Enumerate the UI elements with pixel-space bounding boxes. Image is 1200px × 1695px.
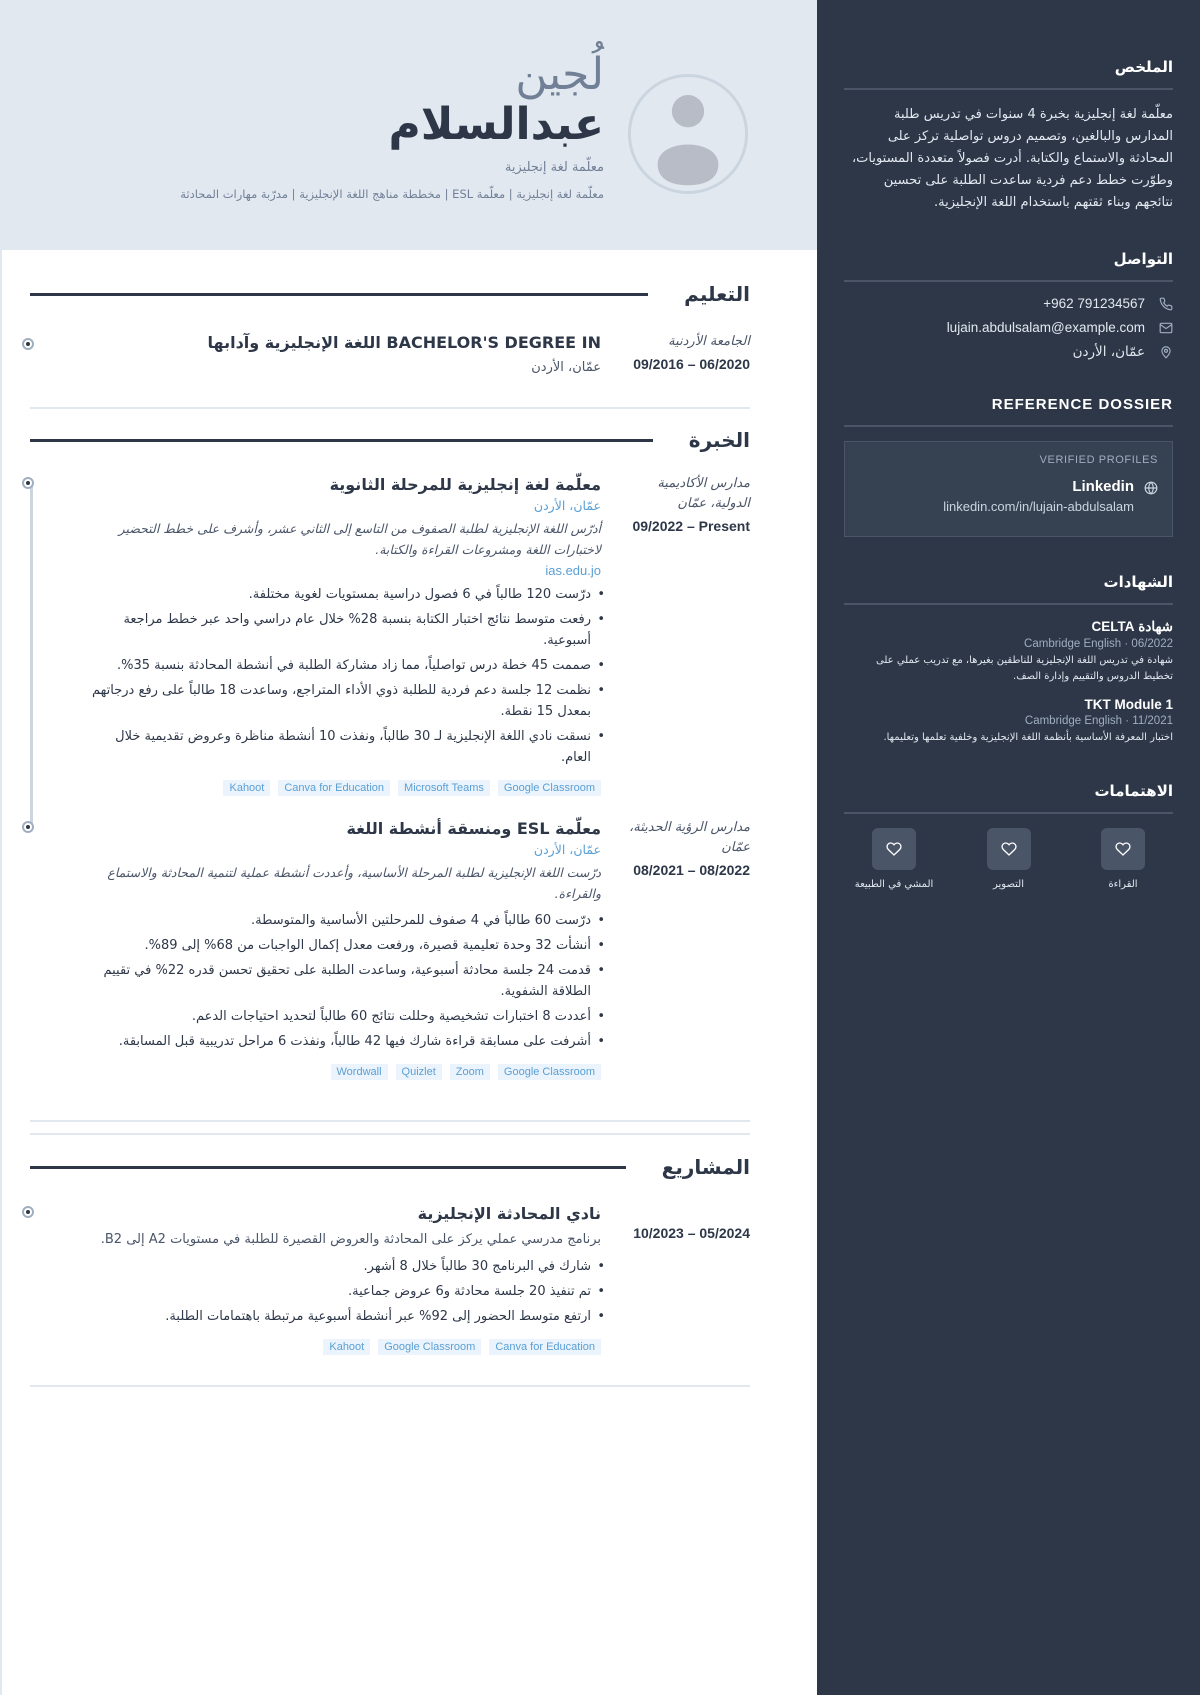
- entry-date-col: [615, 332, 750, 375]
- skill-tag: Google Classroom: [498, 1064, 601, 1080]
- map-pin-icon: [1159, 345, 1173, 359]
- entry-org: الجامعة الأردنية: [668, 334, 750, 349]
- skill-tag: Kahoot: [223, 780, 270, 796]
- experience-entry: [30, 818, 750, 1080]
- bullet-item: • نسقت نادي اللغة الإنجليزية لـ 30 طالباً، ونفذت 10 أنشطة مناظرة وعروض تقديمية خلال العام.: [90, 726, 601, 768]
- skill-tag: Microsoft Teams: [398, 780, 490, 796]
- dossier-label: VERIFIED PROFILES: [1039, 454, 1158, 466]
- certificates-section: [844, 573, 1173, 746]
- specialties: معلّمة لغة إنجليزية | معلّمة ESL | مخططة مناهج اللغة الإنجليزية | مدرّبة مهارات المحادثة: [180, 187, 604, 201]
- certificate-item: [844, 697, 1173, 746]
- heart-icon: [872, 828, 916, 870]
- bullet-item: • تم تنفيذ 20 جلسة محادثة و6 عروض جماعية.: [90, 1281, 601, 1302]
- education-entry: [30, 332, 750, 375]
- experience-heading: الخبرة: [688, 428, 750, 452]
- contact-location: [844, 344, 1173, 360]
- first-name: لُجين: [515, 49, 604, 100]
- summary-section: [844, 58, 1173, 214]
- skill-tag: Google Classroom: [378, 1339, 481, 1355]
- certificates-heading: الشهادات: [844, 573, 1173, 605]
- dossier-url[interactable]: linkedin.com/in/lujain-abdulsalam: [943, 499, 1134, 514]
- avatar: [628, 74, 748, 194]
- entry-body: [90, 1203, 615, 1355]
- entry-dates: 09/2022 – Present: [632, 518, 750, 534]
- bullet-item: • أعددت 8 اختبارات تشخيصية وحللت نتائج 60 طالباً لتحديد احتياجات الدعم.: [90, 1006, 601, 1027]
- job-title: معلّمة لغة إنجليزية: [504, 160, 604, 175]
- interest-label: المشي في الطبيعة: [854, 879, 934, 890]
- entry-title: BACHELOR'S DEGREE IN اللغة الإنجليزية وآدابها: [207, 333, 601, 352]
- entry-date-col: [615, 1203, 750, 1355]
- entry-tags: [90, 1339, 601, 1355]
- interests-list: [844, 828, 1173, 890]
- entry-link[interactable]: ias.edu.jo: [545, 563, 601, 578]
- linkedin-profile[interactable]: [859, 478, 1158, 514]
- entry-bullets: [90, 1256, 601, 1327]
- timeline-dot: [22, 1206, 34, 1218]
- bullet-item: • ارتفع متوسط الحضور إلى 92% عبر أنشطة أسبوعية مرتبطة باهتمامات الطلبة.: [90, 1306, 601, 1327]
- entry-body: [90, 332, 615, 375]
- certificate-meta: Cambridge English · 06/2022: [1024, 638, 1173, 650]
- entry-dates: 08/2021 – 08/2022: [633, 862, 750, 878]
- dossier-name: Linkedin: [1072, 478, 1134, 495]
- certificate-desc: شهادة في تدريس اللغة الإنجليزية للناطقين بغيرها، مع تدريب عملي على تخطيط الدروس والتقييم وإدارة الصف.: [876, 655, 1173, 682]
- entry-tags: [90, 780, 601, 796]
- entry-description: درّست اللغة الإنجليزية لطلبة المرحلة الأساسية، وأعددت أنشطة عملية لتنمية المحادثة والاستماع والقراءة.: [107, 865, 601, 901]
- section-rule: [30, 439, 653, 442]
- section-rule: [30, 293, 648, 296]
- section-divider: [30, 1120, 750, 1122]
- location-text: عمّان، الأردن: [1072, 344, 1145, 360]
- entry-description: برنامج مدرسي عملي يركز على المحادثة والعروض القصيرة للطلبة في مستويات A2 إلى B2.: [100, 1232, 601, 1247]
- experience-entries: [30, 474, 750, 1080]
- interest-item: [1073, 828, 1173, 890]
- experience-section: [30, 428, 750, 452]
- dossier-section: [844, 396, 1173, 537]
- entry-title: معلّمة ESL ومنسقة أنشطة اللغة: [346, 819, 601, 838]
- entry-org: مدارس الأكاديمية الدولية، عمّان: [657, 476, 750, 511]
- education-head: [30, 282, 750, 306]
- bullet-item: • رفعت متوسط نتائج اختبار الكتابة بنسبة 28% خلال عام دراسي واحد عبر خطط مراجعة أسبوعية.: [90, 609, 601, 651]
- skill-tag: Quizlet: [396, 1064, 442, 1080]
- certificate-meta: Cambridge English · 11/2021: [1024, 715, 1173, 727]
- entry-location: عمّان، الأردن: [533, 842, 601, 857]
- projects-section: [30, 1155, 750, 1355]
- entry-dates: 10/2023 – 05/2024: [633, 1225, 750, 1241]
- section-divider: [30, 1385, 750, 1387]
- phone-text: +962 791234567: [1043, 296, 1145, 311]
- entry-location: عمّان، الأردن: [531, 360, 601, 375]
- certificate-desc: اختبار المعرفة الأساسية بأنظمة اللغة الإنجليزية وخلفية تعلمها وتعليمها.: [883, 732, 1173, 743]
- entry-org: مدارس الرؤية الحديثة، عمّان: [629, 820, 750, 855]
- experience-entry: [30, 474, 750, 796]
- bullet-item: • أنشأت 32 وحدة تعليمية قصيرة، ورفعت معدل إكمال الواجبات من 68% إلى 89%.: [90, 935, 601, 956]
- entry-date-col: [615, 474, 750, 796]
- summary-heading: الملخص: [844, 58, 1173, 90]
- experience-head: [30, 428, 750, 452]
- entry-tags: [90, 1064, 601, 1080]
- contact-section: [844, 250, 1173, 360]
- interest-label: القراءة: [1108, 879, 1138, 890]
- interest-item: [959, 828, 1059, 890]
- projects-heading: المشاريع: [661, 1155, 750, 1179]
- interests-section: [844, 782, 1173, 890]
- entry-date-col: [615, 818, 750, 1080]
- education-heading: التعليم: [684, 282, 750, 306]
- skill-tag: Canva for Education: [278, 780, 390, 796]
- mail-icon: [1159, 321, 1173, 335]
- bullet-item: • نظمت 12 جلسة دعم فردية للطلبة ذوي الأداء المتراجع، وساعدت 18 طالباً على رفع درجاتهم بمعدل 15 نقطة.: [90, 680, 601, 722]
- entry-location: عمّان، الأردن: [533, 498, 601, 513]
- profile-header: [0, 0, 817, 250]
- timeline-dot: [22, 338, 34, 350]
- skill-tag: Zoom: [450, 1064, 490, 1080]
- entry-title: معلّمة لغة إنجليزية للمرحلة الثانوية: [329, 475, 601, 494]
- certificate-name: TKT Module 1: [1084, 697, 1173, 712]
- skill-tag: Canva for Education: [489, 1339, 601, 1355]
- entry-description: أدرّس اللغة الإنجليزية لطلبة الصفوف من التاسع إلى الثاني عشر، وأشرف على خطط التحضير لاختبارات اللغة ومشروعات القراءة والكتابة.: [118, 521, 601, 557]
- person-icon: [631, 77, 745, 191]
- dossier-box: [844, 441, 1173, 537]
- entry-title: نادي المحادثة الإنجليزية: [417, 1204, 601, 1223]
- entry-bullets: [90, 910, 601, 1052]
- project-entry: [30, 1203, 750, 1355]
- timeline-dot: [22, 821, 34, 833]
- certificate-item: [844, 619, 1173, 685]
- skill-tag: Google Classroom: [498, 780, 601, 796]
- interest-item: [844, 828, 944, 890]
- contact-email[interactable]: [844, 320, 1173, 335]
- bullet-item: • صممت 45 خطة درس تواصلياً، مما زاد مشاركة الطلبة في أنشطة المحادثة بنسبة 35%.: [90, 655, 601, 676]
- interest-label: التصوير: [993, 879, 1024, 890]
- bullet-item: • درّست 120 طالباً في 6 فصول دراسية بمستويات لغوية مختلفة.: [90, 584, 601, 605]
- heart-icon: [1101, 828, 1145, 870]
- skill-tag: Wordwall: [331, 1064, 388, 1080]
- skill-tag: Kahoot: [323, 1339, 370, 1355]
- interests-heading: الاهتمامات: [844, 782, 1173, 814]
- email-text: lujain.abdulsalam@example.com: [946, 320, 1145, 335]
- bullet-item: • شارك في البرنامج 30 طالباً خلال 8 أشهر.: [90, 1256, 601, 1277]
- sidebar: [817, 0, 1200, 1695]
- bullet-item: • درّست 60 طالباً في 4 صفوف للمرحلتين الأساسية والمتوسطة.: [90, 910, 601, 931]
- certificate-name: شهادة CELTA: [1091, 619, 1173, 634]
- entry-bullets: [90, 584, 601, 768]
- name-block: [44, 50, 604, 201]
- contact-heading: التواصل: [844, 250, 1173, 282]
- projects-head: [30, 1155, 750, 1179]
- last-name: عبدالسلام: [388, 99, 604, 150]
- section-rule: [30, 1166, 626, 1169]
- timeline-dot: [22, 477, 34, 489]
- summary-text: معلّمة لغة إنجليزية بخبرة 4 سنوات في تدريس طلبة المدارس والبالغين، وتصميم دروس تواصلية تركز على المحادثة والاستماع والكتابة. أدرت فصولاً متعددة المستويات، وطوّرت خطط دعم فردية ساعدت الطلبة على تحسين نتائجهم وبناء ثقتهم باستخدام اللغة الإنجليزية.: [851, 107, 1173, 210]
- page-edge: [0, 250, 2, 1695]
- bullet-item: • قدمت 24 جلسة محادثة أسبوعية، وساعدت الطلبة على تحقيق تحسن قدره 22% في تقييم الطلاقة الشفوية.: [90, 960, 601, 1002]
- phone-icon: [1159, 297, 1173, 311]
- dossier-heading: REFERENCE DOSSIER: [844, 396, 1173, 427]
- section-divider: [30, 407, 750, 409]
- entry-body: [90, 818, 615, 1080]
- bullet-item: • أشرفت على مسابقة قراءة شارك فيها 42 طالباً، ونفذت 6 مراحل تدريبية قبل المسابقة.: [90, 1031, 601, 1052]
- entry-body: [90, 474, 615, 796]
- globe-icon: [1144, 481, 1158, 495]
- section-divider: [30, 1133, 750, 1135]
- education-section: [30, 282, 750, 375]
- heart-icon: [987, 828, 1031, 870]
- entry-dates: 09/2016 – 06/2020: [633, 356, 750, 372]
- contact-phone[interactable]: [844, 296, 1173, 311]
